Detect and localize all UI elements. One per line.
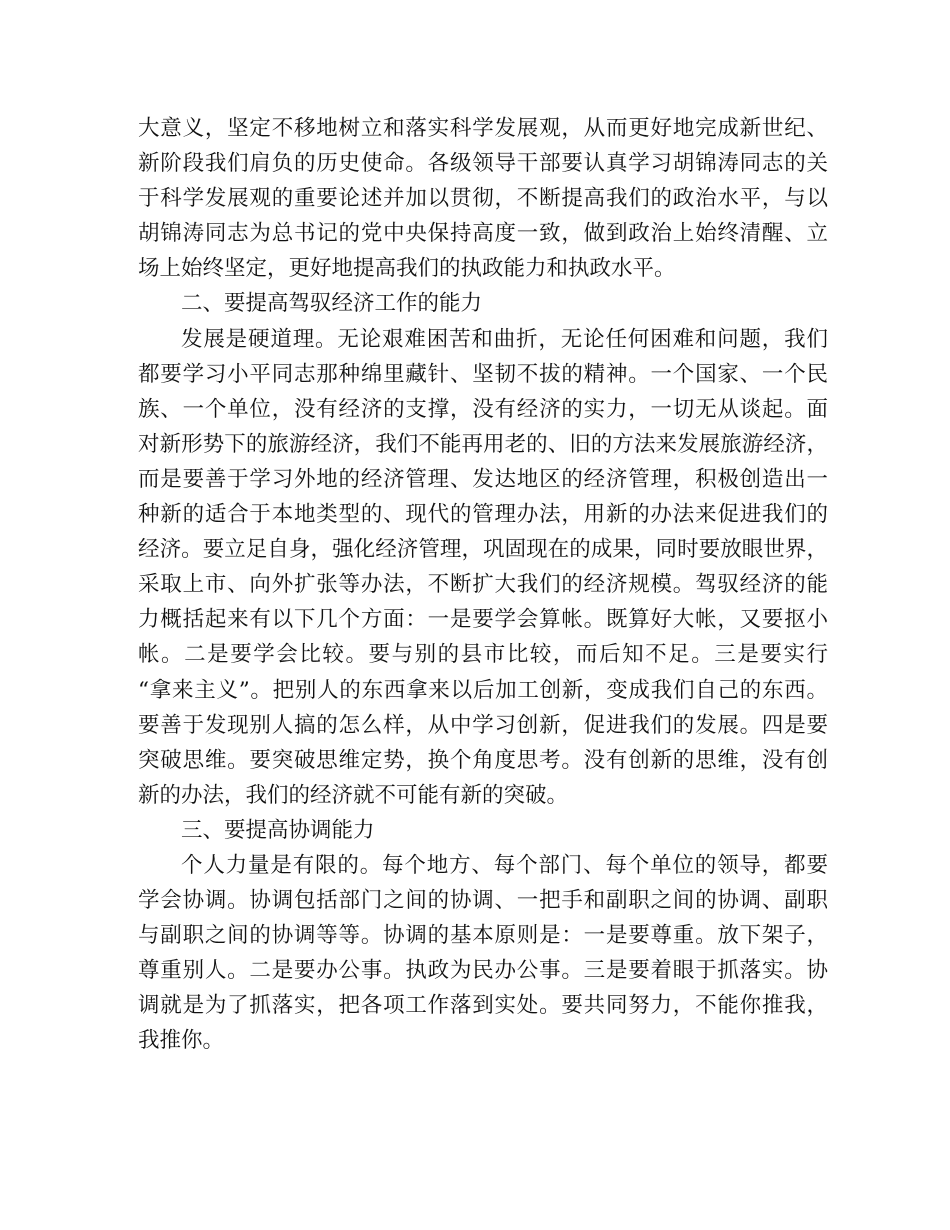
body-line: 胡锦涛同志为总书记的党中央保持高度一致，做到政治上始终清醒、立 — [138, 221, 828, 247]
body-line: 发展是硬道理。无论艰难困苦和曲折，无论任何困难和问题，我们 — [181, 326, 828, 352]
body-line: 都要学习小平同志那种绵里藏针、坚韧不拔的精神。一个国家、一个民 — [138, 361, 828, 387]
body-line: 于科学发展观的重要论述并加以贯彻，不断提高我们的政治水平，与以 — [138, 186, 828, 212]
body-line: 个人力量是有限的。每个地方、每个部门、每个单位的领导，都要 — [181, 852, 828, 878]
body-line: 对新形势下的旅游经济，我们不能再用老的、旧的方法来发展旅游经济， — [138, 431, 828, 457]
body-line: 经济。要立足自身，强化经济管理，巩固现在的成果，同时要放眼世界， — [138, 537, 828, 563]
body-line: 场上始终坚定，更好地提高我们的执政能力和执政水平。 — [138, 256, 676, 282]
body-line: 新阶段我们肩负的历史使命。各级领导干部要认真学习胡锦涛同志的关 — [138, 151, 828, 177]
body-line: 突破思维。要突破思维定势，换个角度思考。没有创新的思维，没有创 — [138, 747, 828, 773]
body-line: 我推你。 — [138, 1028, 225, 1054]
body-line: 帐。二是要学会比较。要与别的县市比较，而后知不足。三是要实行 — [138, 642, 828, 668]
body-line: 新的办法，我们的经济就不可能有新的突破。 — [138, 782, 569, 808]
body-line: 与副职之间的协调等等。协调的基本原则是：一是要尊重。放下架子， — [138, 923, 828, 949]
section-heading: 二、要提高驾驭经济工作的能力 — [181, 291, 483, 317]
body-line: 采取上市、向外扩张等办法，不断扩大我们的经济规模。驾驭经济的能 — [138, 572, 828, 598]
body-line: 而是要善于学习外地的经济管理、发达地区的经济管理，积极创造出一 — [138, 466, 828, 492]
body-line: 尊重别人。二是要办公事。执政为民办公事。三是要着眼于抓落实。协 — [138, 958, 828, 984]
body-line: 族、一个单位，没有经济的支撑，没有经济的实力，一切无从谈起。面 — [138, 396, 828, 422]
body-line: 力概括起来有以下几个方面：一是要学会算帐。既算好大帐，又要抠小 — [138, 607, 828, 633]
body-line: 调就是为了抓落实，把各项工作落到实处。要共同努力，不能你推我， — [138, 993, 828, 1019]
section-heading: 三、要提高协调能力 — [181, 817, 375, 843]
body-line: 要善于发现别人搞的怎么样，从中学习创新，促进我们的发展。四是要 — [138, 712, 828, 738]
body-line: “拿来主义”。把别人的东西拿来以后加工创新，变成我们自己的东西。 — [138, 677, 828, 703]
body-line: 大意义，坚定不移地树立和落实科学发展观，从而更好地完成新世纪、 — [138, 116, 828, 141]
document-body — [138, 111, 828, 1059]
body-line: 种新的适合于本地类型的、现代的管理办法，用新的办法来促进我们的 — [138, 502, 828, 528]
body-line: 学会协调。协调包括部门之间的协调、一把手和副职之间的协调、副职 — [138, 888, 828, 914]
